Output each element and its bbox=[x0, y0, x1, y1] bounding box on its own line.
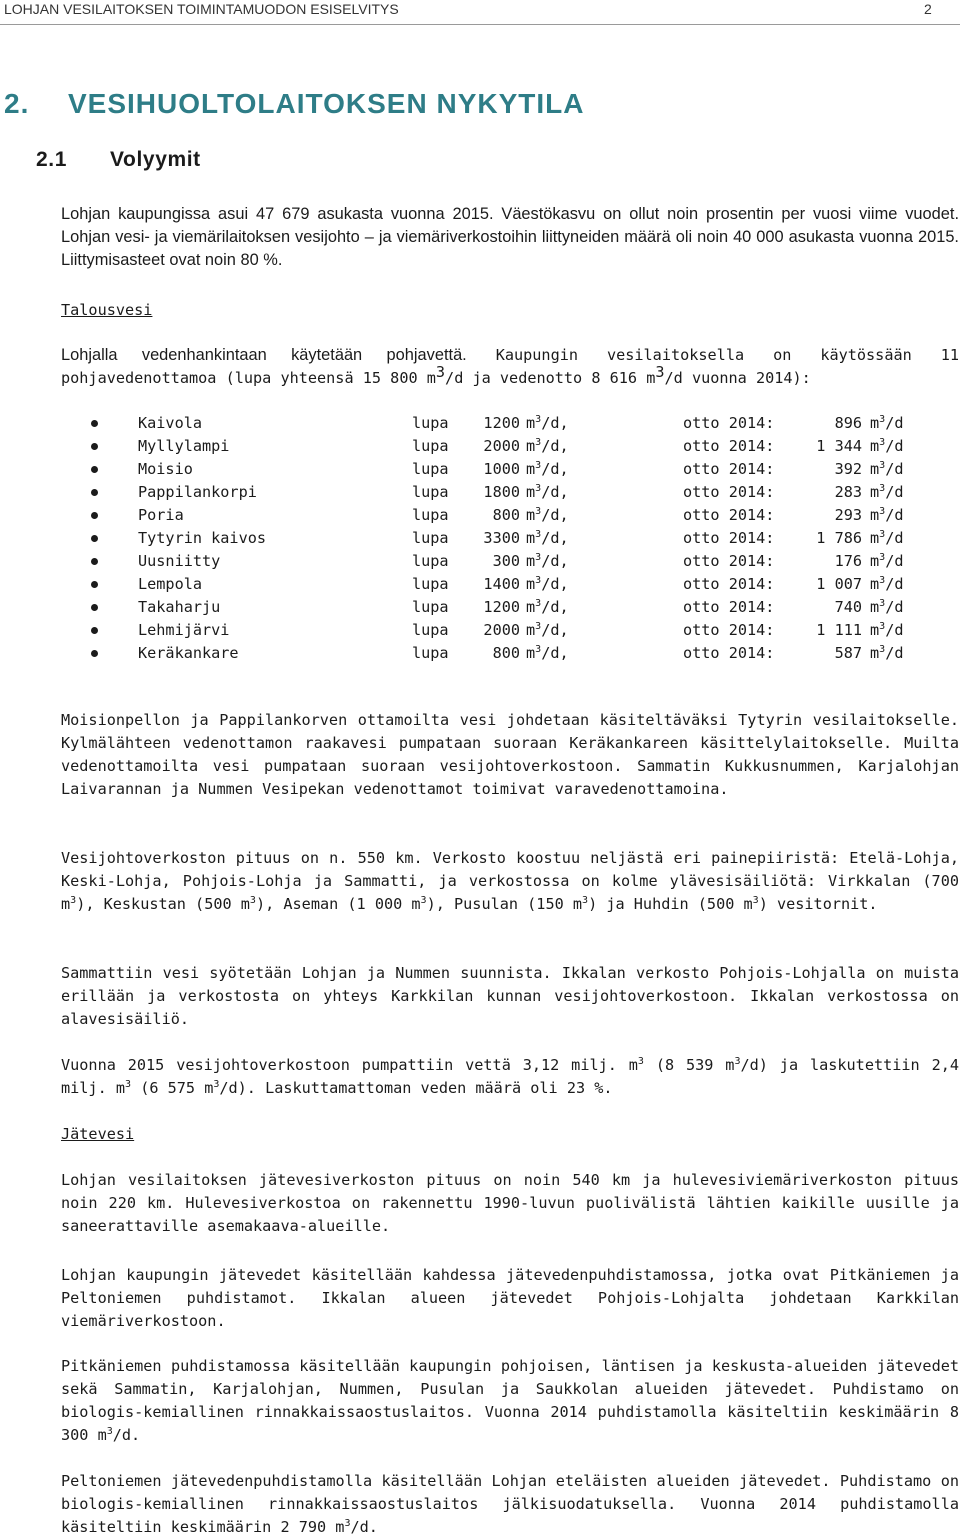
intake-name: Lehmijärvi bbox=[138, 621, 230, 639]
withdrawal-unit: $m^3/d$ bbox=[870, 529, 904, 547]
section-heading bbox=[36, 148, 201, 172]
withdrawal-label: otto 2014: bbox=[683, 460, 775, 478]
intake-item bbox=[0, 642, 960, 665]
bullet-icon bbox=[91, 650, 98, 657]
chapter-number: 2. bbox=[4, 88, 30, 119]
intake-name: Myllylampi bbox=[138, 437, 230, 455]
superscript-3: 3 bbox=[637, 1056, 644, 1067]
intake-item bbox=[0, 550, 960, 573]
superscript-3: 3 bbox=[435, 363, 446, 381]
permit-unit: $m^3/d$, bbox=[526, 414, 569, 432]
permit-label: lupa bbox=[412, 575, 449, 593]
withdrawal-unit: $m^3/d$ bbox=[870, 483, 904, 501]
withdrawal-value: 293 bbox=[834, 506, 862, 524]
bullet-icon bbox=[91, 581, 98, 588]
permit-label: lupa bbox=[412, 644, 449, 662]
withdrawal-value: 896 bbox=[834, 414, 862, 432]
withdrawal-label: otto 2014: bbox=[683, 437, 775, 455]
intake-item bbox=[0, 412, 960, 435]
withdrawal-label: otto 2014: bbox=[683, 598, 775, 616]
volumes-text: /d) ja laskutettiin 2,4 milj. m bbox=[61, 1056, 959, 1097]
bullet-icon bbox=[91, 420, 98, 427]
intro-paragraph: Lohjan kaupungissa asui 47 679 asukasta vuonna 2015. Väestökasvu on ollut noin prosentin per vuosi viime vuodet. Lohjan vesi- ja viemärilaitoksen vesijohto – ja viemäriverkostoihin liittyneiden määrä oli noin 40 000 asukasta vuonna 2015. Liittymisasteet ovat noin 80 %. bbox=[61, 205, 959, 269]
jatevesi-heading: Jätevesi bbox=[61, 1125, 135, 1143]
permit-label: lupa bbox=[412, 506, 449, 524]
withdrawal-unit: $m^3/d$ bbox=[870, 460, 904, 478]
permit-label: lupa bbox=[412, 460, 449, 478]
superscript-3: 3 bbox=[752, 895, 759, 906]
intake-item bbox=[0, 527, 960, 550]
withdrawal-unit: $m^3/d$ bbox=[870, 575, 904, 593]
network-text: ) ja Huhdin (500 m bbox=[588, 895, 753, 913]
bullet-icon bbox=[91, 558, 98, 565]
superscript-3: 3 bbox=[70, 895, 77, 906]
network-paragraph bbox=[61, 847, 959, 916]
permit-unit: $m^3/d$, bbox=[526, 644, 569, 662]
volumes-text: (6 575 m bbox=[131, 1079, 214, 1097]
permit-label: lupa bbox=[412, 598, 449, 616]
groundwater-sentence: Lohjalla vedenhankintaan käytetään pohjavettä. bbox=[61, 346, 467, 364]
bullet-icon bbox=[91, 512, 98, 519]
superscript-3: 3 bbox=[213, 1079, 220, 1090]
withdrawal-unit: $m^3/d$ bbox=[870, 644, 904, 662]
volumes-text: Vuonna 2015 vesijohtoverkostoon pumpattiin vettä 3,12 milj. m bbox=[61, 1056, 638, 1074]
sewer-network-paragraph: Lohjan vesilaitoksen jätevesiverkoston pituus on noin 540 km ja hulevesiviemäriverkoston pituus noin 220 km. Hulevesiverkostoa on rakennettu 1990-luvun puolivälistä lähtien kaikille uusille ja saneerattaville asemakaava-alueille. bbox=[61, 1171, 959, 1235]
permit-value: 2000 bbox=[483, 437, 520, 455]
volumes-text: /d). Laskuttamattoman veden määrä oli 23 %. bbox=[219, 1079, 613, 1097]
permit-value: 2000 bbox=[483, 621, 520, 639]
withdrawal-unit: $m^3/d$ bbox=[870, 437, 904, 455]
superscript-3: 3 bbox=[106, 1426, 113, 1437]
permit-value: 800 bbox=[492, 506, 520, 524]
peltoniemi-text: Peltoniemen jätevedenpuhdistamolla käsitellään Lohjan eteläisten alueiden jätevedet. Puhdistamo on biologis-kemiallinen rinnakkaissaostuslaitos jälkisuodatuksella. Vuonna 2014 puhdistamolla käsiteltiin keskimäärin 2 790 m bbox=[61, 1472, 959, 1536]
treatment-plants-paragraph: Lohjan kaupungin jätevedet käsitellään kahdessa jätevedenpuhdistamossa, jotka ovat Pitkäniemen ja Peltoniemen puhdistamot. Ikkalan alueen jätevedet Pohjois-Lohjalta johdetaan Karkkilan viemäriverkostoon. bbox=[61, 1266, 959, 1330]
page-number: 2 bbox=[924, 1, 932, 17]
superscript-3: 3 bbox=[125, 1079, 132, 1090]
intake-name: Moisio bbox=[138, 460, 193, 478]
withdrawal-label: otto 2014: bbox=[683, 575, 775, 593]
withdrawal-value: 587 bbox=[834, 644, 862, 662]
withdrawal-label: otto 2014: bbox=[683, 621, 775, 639]
permit-unit: $m^3/d$, bbox=[526, 483, 569, 501]
network-text: ), Pusulan (150 m bbox=[426, 895, 583, 913]
intakes-intro-a: Kaupungin vesilaitoksella on käytössään 11 pohjavedenottamoa (lupa yhteensä 15 800 m bbox=[61, 346, 959, 387]
intake-name: Takaharju bbox=[138, 598, 221, 616]
running-header bbox=[0, 0, 960, 25]
withdrawal-unit: $m^3/d$ bbox=[870, 506, 904, 524]
withdrawal-label: otto 2014: bbox=[683, 483, 775, 501]
bullet-icon bbox=[91, 627, 98, 634]
permit-value: 3300 bbox=[483, 529, 520, 547]
permit-unit: $m^3/d$, bbox=[526, 552, 569, 570]
withdrawal-value: 392 bbox=[834, 460, 862, 478]
bullet-icon bbox=[91, 604, 98, 611]
superscript-3: 3 bbox=[249, 895, 256, 906]
treatment-paragraph: Moisionpellon ja Pappilankorven ottamoilta vesi johdetaan käsiteltäväksi Tytyrin vesilaitokselle. Kylmälähteen vedenottamon raakavesi pumpataan suoraan Keräkankareen käsittelylaitokselle. Muilta vedenottamoilta vesi pumpataan suoraan vesijohtoverkostoon. Sammatin Kukkusnummen, Karjalohjan Laivarannan ja Nummen Vesipekan vedenottamot toimivat varavedenottamoina. bbox=[61, 711, 959, 798]
withdrawal-value: 176 bbox=[834, 552, 862, 570]
pitkaniemi-paragraph bbox=[61, 1355, 959, 1447]
withdrawal-label: otto 2014: bbox=[683, 552, 775, 570]
intake-name: Poria bbox=[138, 506, 184, 524]
superscript-3: 3 bbox=[582, 895, 589, 906]
network-text: ) vesitornit. bbox=[758, 895, 878, 913]
section-number: 2.1 bbox=[36, 148, 67, 171]
volumes-text: (8 539 m bbox=[643, 1056, 735, 1074]
withdrawal-unit: $m^3/d$ bbox=[870, 621, 904, 639]
network-text: Vesijohtoverkoston pituus on n. 550 km. Verkosto koostuu neljästä eri painepiiristä: Etelä-Lohja, Keski-Lohja, Pohjois-Lohja ja Sammatti, ja verkostossa on kolme ylävesisäiliötä: Virkkalan (700 m bbox=[61, 849, 959, 913]
bullet-icon bbox=[91, 489, 98, 496]
superscript-3: 3 bbox=[344, 1518, 351, 1529]
talousvesi-heading: Talousvesi bbox=[61, 301, 153, 319]
permit-unit: $m^3/d$, bbox=[526, 598, 569, 616]
bullet-icon bbox=[91, 535, 98, 542]
withdrawal-label: otto 2014: bbox=[683, 529, 775, 547]
permit-value: 1400 bbox=[483, 575, 520, 593]
permit-label: lupa bbox=[412, 621, 449, 639]
permit-value: 300 bbox=[492, 552, 520, 570]
intake-item bbox=[0, 596, 960, 619]
withdrawal-value: 283 bbox=[834, 483, 862, 501]
withdrawal-value: 740 bbox=[834, 598, 862, 616]
network-text: ), Aseman (1 000 m bbox=[255, 895, 421, 913]
intake-name: Lempola bbox=[138, 575, 203, 593]
permit-value: 1000 bbox=[483, 460, 520, 478]
permit-label: lupa bbox=[412, 437, 449, 455]
permit-value: 1200 bbox=[483, 598, 520, 616]
permit-unit: $m^3/d$, bbox=[526, 460, 569, 478]
permit-unit: $m^3/d$, bbox=[526, 437, 569, 455]
permit-value: 1800 bbox=[483, 483, 520, 501]
pitkaniemi-text: Pitkäniemen puhdistamossa käsitellään kaupungin pohjoisen, läntisen ja keskusta-alueiden jätevedet sekä Sammatin, Karjalohjan, Nummen, Pusulan ja Saukkolan alueiden jätevedet. Puhdistamo on biologis-kemiallinen rinnakkaissaostuslaitos. Vuonna 2014 puhdistamolla käsiteltiin keskimäärin 8 300 m bbox=[61, 1357, 959, 1444]
intake-name: Keräkankare bbox=[138, 644, 239, 662]
intake-name: Pappilankorpi bbox=[138, 483, 257, 501]
withdrawal-value: 1 007 bbox=[816, 575, 862, 593]
peltoniemi-paragraph bbox=[61, 1470, 959, 1539]
intake-name: Tytyrin kaivos bbox=[138, 529, 267, 547]
permit-label: lupa bbox=[412, 529, 449, 547]
permit-unit: $m^3/d$, bbox=[526, 529, 569, 547]
permit-label: lupa bbox=[412, 483, 449, 501]
withdrawal-label: otto 2014: bbox=[683, 644, 775, 662]
permit-label: lupa bbox=[412, 552, 449, 570]
intake-item bbox=[0, 458, 960, 481]
intakes-intro-b: /d ja vedenotto 8 616 m bbox=[445, 369, 656, 387]
intake-item bbox=[0, 573, 960, 596]
intake-list bbox=[0, 412, 960, 665]
intakes-intro-c: /d vuonna 2014): bbox=[664, 369, 811, 387]
superscript-3: 3 bbox=[734, 1056, 741, 1067]
document-title: LOHJAN VESILAITOKSEN TOIMINTAMUODON ESISELVITYS bbox=[4, 1, 399, 17]
intake-name: Uusniitty bbox=[138, 552, 221, 570]
intake-item bbox=[0, 481, 960, 504]
sammatti-paragraph: Sammattiin vesi syötetään Lohjan ja Nummen suunnista. Ikkalan verkosto Pohjois-Lohjalla on muista erillään ja verkostosta on yhteys Karkkilan kunnan vesijohtoverkostoon. Ikkalan verkostossa on alavesisäiliö. bbox=[61, 964, 959, 1028]
chapter-title: VESIHUOLTOLAITOKSEN NYKYTILA bbox=[68, 88, 585, 119]
permit-value: 800 bbox=[492, 644, 520, 662]
permit-unit: $m^3/d$, bbox=[526, 621, 569, 639]
permit-unit: $m^3/d$, bbox=[526, 506, 569, 524]
chapter-heading bbox=[4, 88, 584, 120]
superscript-3: 3 bbox=[655, 363, 665, 381]
network-text: ), Keskustan (500 m bbox=[76, 895, 250, 913]
bullet-icon bbox=[91, 466, 98, 473]
section-title: Volyymit bbox=[110, 148, 201, 171]
intake-item bbox=[0, 504, 960, 527]
peltoniemi-text: /d. bbox=[350, 1518, 378, 1536]
withdrawal-value: 1 111 bbox=[816, 621, 862, 639]
permit-value: 1200 bbox=[483, 414, 520, 432]
withdrawal-label: otto 2014: bbox=[683, 506, 775, 524]
superscript-3: 3 bbox=[420, 895, 427, 906]
pitkaniemi-text: /d. bbox=[112, 1426, 141, 1444]
permit-label: lupa bbox=[412, 414, 449, 432]
withdrawal-unit: $m^3/d$ bbox=[870, 414, 904, 432]
withdrawal-label: otto 2014: bbox=[683, 414, 775, 432]
intake-item bbox=[0, 435, 960, 458]
withdrawal-value: 1 344 bbox=[816, 437, 862, 455]
withdrawal-value: 1 786 bbox=[816, 529, 862, 547]
intake-item bbox=[0, 619, 960, 642]
groundwater-paragraph bbox=[61, 344, 959, 390]
volumes-paragraph bbox=[61, 1054, 959, 1100]
permit-unit: $m^3/d$, bbox=[526, 575, 569, 593]
intake-name: Kaivola bbox=[138, 414, 203, 432]
withdrawal-unit: $m^3/d$ bbox=[870, 598, 904, 616]
bullet-icon bbox=[91, 443, 98, 450]
withdrawal-unit: $m^3/d$ bbox=[870, 552, 904, 570]
